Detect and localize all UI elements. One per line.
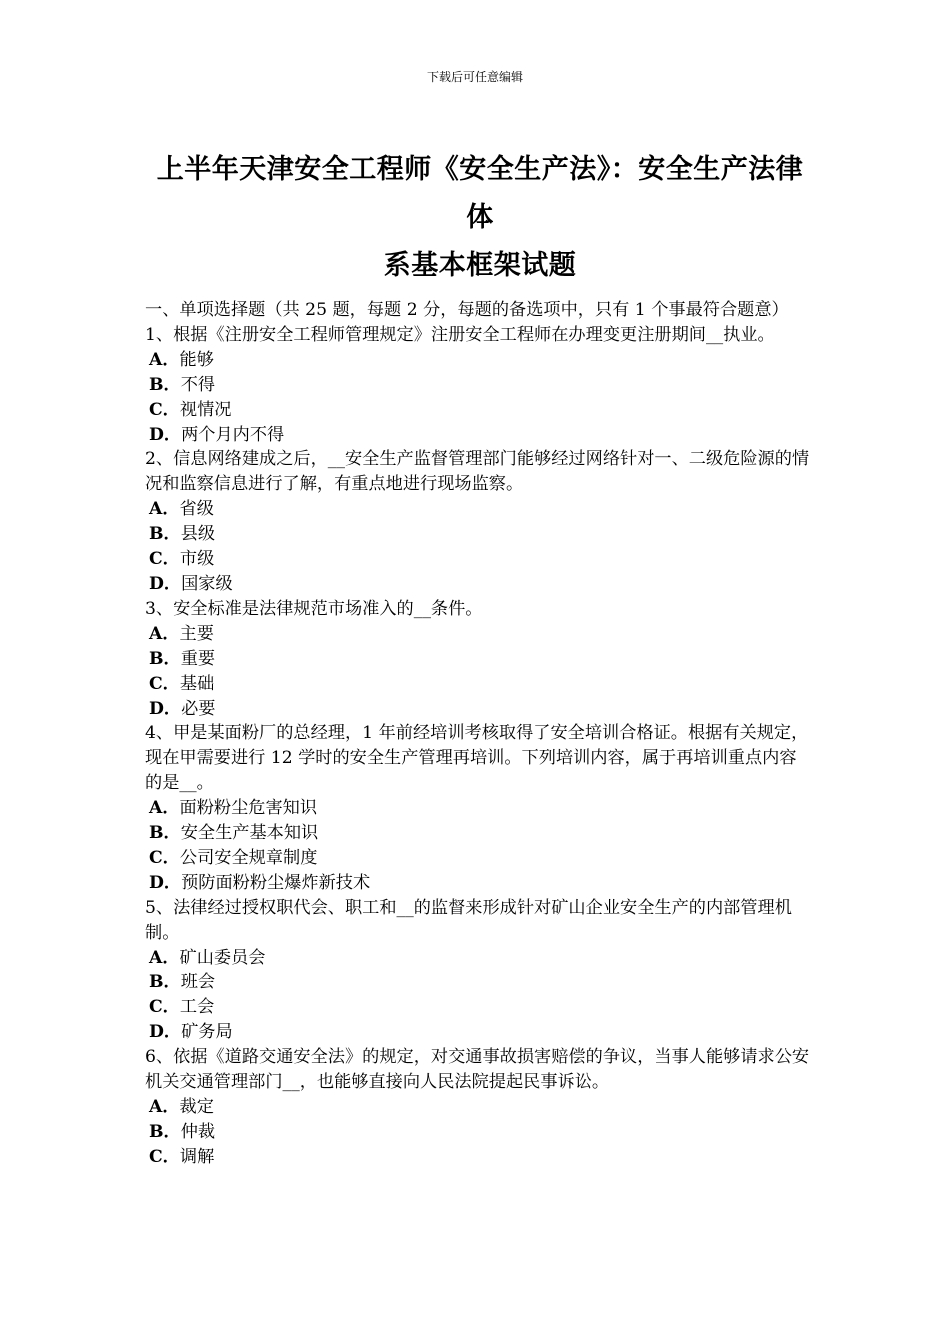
option-item [145,398,810,423]
option-item [145,423,810,448]
option-letter: B． [149,972,181,993]
option-letter: A． [149,947,180,968]
option-letter: A． [149,1097,180,1117]
option-item [145,622,810,647]
option-text: 预防面粉粉尘爆炸新技术 [181,872,371,893]
option-item [145,1095,810,1120]
option-item [145,871,810,896]
option-letter: C． [149,847,180,868]
question-block [145,721,810,895]
question-stem: 2、信息网络建成之后，__安全生产监督管理部门能够经过网络针对一、二级危险源的情况和监察信息进行了解，有重点地进行现场监察。 [145,449,810,495]
document-body [145,298,810,1170]
question-stem: 5、法律经过授权职代会、职工和__的监督来形成针对矿山企业安全生产的内部管理机制。 [145,897,792,943]
option-letter: D． [149,573,182,594]
option-letter: B． [149,524,181,545]
question-block [145,1045,810,1170]
option-item [145,348,810,373]
option-text: 主要 [179,623,214,644]
option-letter: A． [149,623,180,644]
option-letter: C． [149,549,180,570]
option-text: 矿山委员会 [179,947,266,968]
option-item [145,647,810,672]
option-text: 视情况 [179,399,232,420]
option-item [145,697,810,722]
option-letter: B． [149,1121,181,1142]
option-text: 裁定 [179,1097,214,1117]
option-letter: A． [149,349,180,370]
title-line-1: 上半年天津安全工程师《安全生产法》：安全生产法律体 [156,154,804,233]
option-text: 省级 [179,499,214,520]
option-item [145,522,810,547]
option-text: 调解 [179,1146,215,1167]
option-text: 仲裁 [180,1121,216,1142]
page-title [150,146,810,290]
option-letter: C． [149,399,180,420]
option-item [145,1120,810,1145]
option-item [145,672,810,697]
option-letter: B． [149,374,181,395]
question-stem: 6、依据《道路交通安全法》的规定，对交通事故损害赔偿的争议，当事人能够请求公安机关交通管理部门__，也能够直接向人民法院提起民事诉讼。 [145,1047,810,1093]
option-text: 能够 [179,349,214,370]
option-letter: C． [149,997,180,1018]
section-intro: 一、单项选择题（共 25 题，每题 2 分，每题的备选项中，只有 1 个事最符合题意） [145,300,789,320]
option-item [145,547,810,572]
option-letter: D． [149,1022,182,1043]
option-letter: C． [149,1146,180,1167]
option-letter: D． [149,698,182,719]
question-block [145,597,810,722]
option-item [145,497,810,522]
option-letter: A． [149,499,180,520]
option-text: 矿务局 [181,1022,233,1043]
question-stem: 4、甲是某面粉厂的总经理，1 年前经培训考核取得了安全培训合格证。根据有关规定，现在甲需要进行 12 学时的安全生产管理再培训。下列培训内容，属于再培训重点内容的是__。 [145,723,809,794]
option-text: 重要 [180,648,216,669]
question-block [145,896,810,1045]
question-stem: 3、安全标准是法律规范市场准入的__条件。 [145,598,483,619]
option-item [145,846,810,871]
option-text: 不得 [180,374,216,395]
option-text: 工会 [179,997,215,1018]
option-item [145,373,810,398]
option-text: 必要 [181,698,216,719]
option-letter: B． [149,648,181,669]
option-item [145,1145,810,1170]
option-letter: A． [149,798,180,819]
option-item [145,970,810,995]
option-text: 公司安全规章制度 [179,847,318,868]
option-text: 安全生产基本知识 [180,823,319,844]
option-letter: D． [149,424,182,445]
header-note: 下载后可任意编辑 [426,70,523,84]
option-item [145,995,810,1020]
title-line-2: 系基本框架试题 [383,250,577,281]
question-block [145,323,810,448]
option-text: 国家级 [181,573,233,594]
question-stem: 1、根据《注册安全工程师管理规定》注册安全工程师在办理变更注册期间__执业。 [145,324,775,345]
option-item [145,1020,810,1045]
option-item [145,796,810,821]
option-item [145,946,810,971]
question-block [145,447,810,596]
option-item [145,572,810,597]
option-letter: B． [149,823,181,844]
option-text: 两个月内不得 [181,424,285,445]
option-text: 基础 [179,673,215,694]
option-text: 市级 [179,549,215,570]
option-letter: C． [149,673,180,694]
option-item [145,821,810,846]
option-letter: D． [149,872,182,893]
option-text: 面粉粉尘危害知识 [179,798,318,819]
option-text: 县级 [180,524,216,545]
option-text: 班会 [180,972,216,993]
